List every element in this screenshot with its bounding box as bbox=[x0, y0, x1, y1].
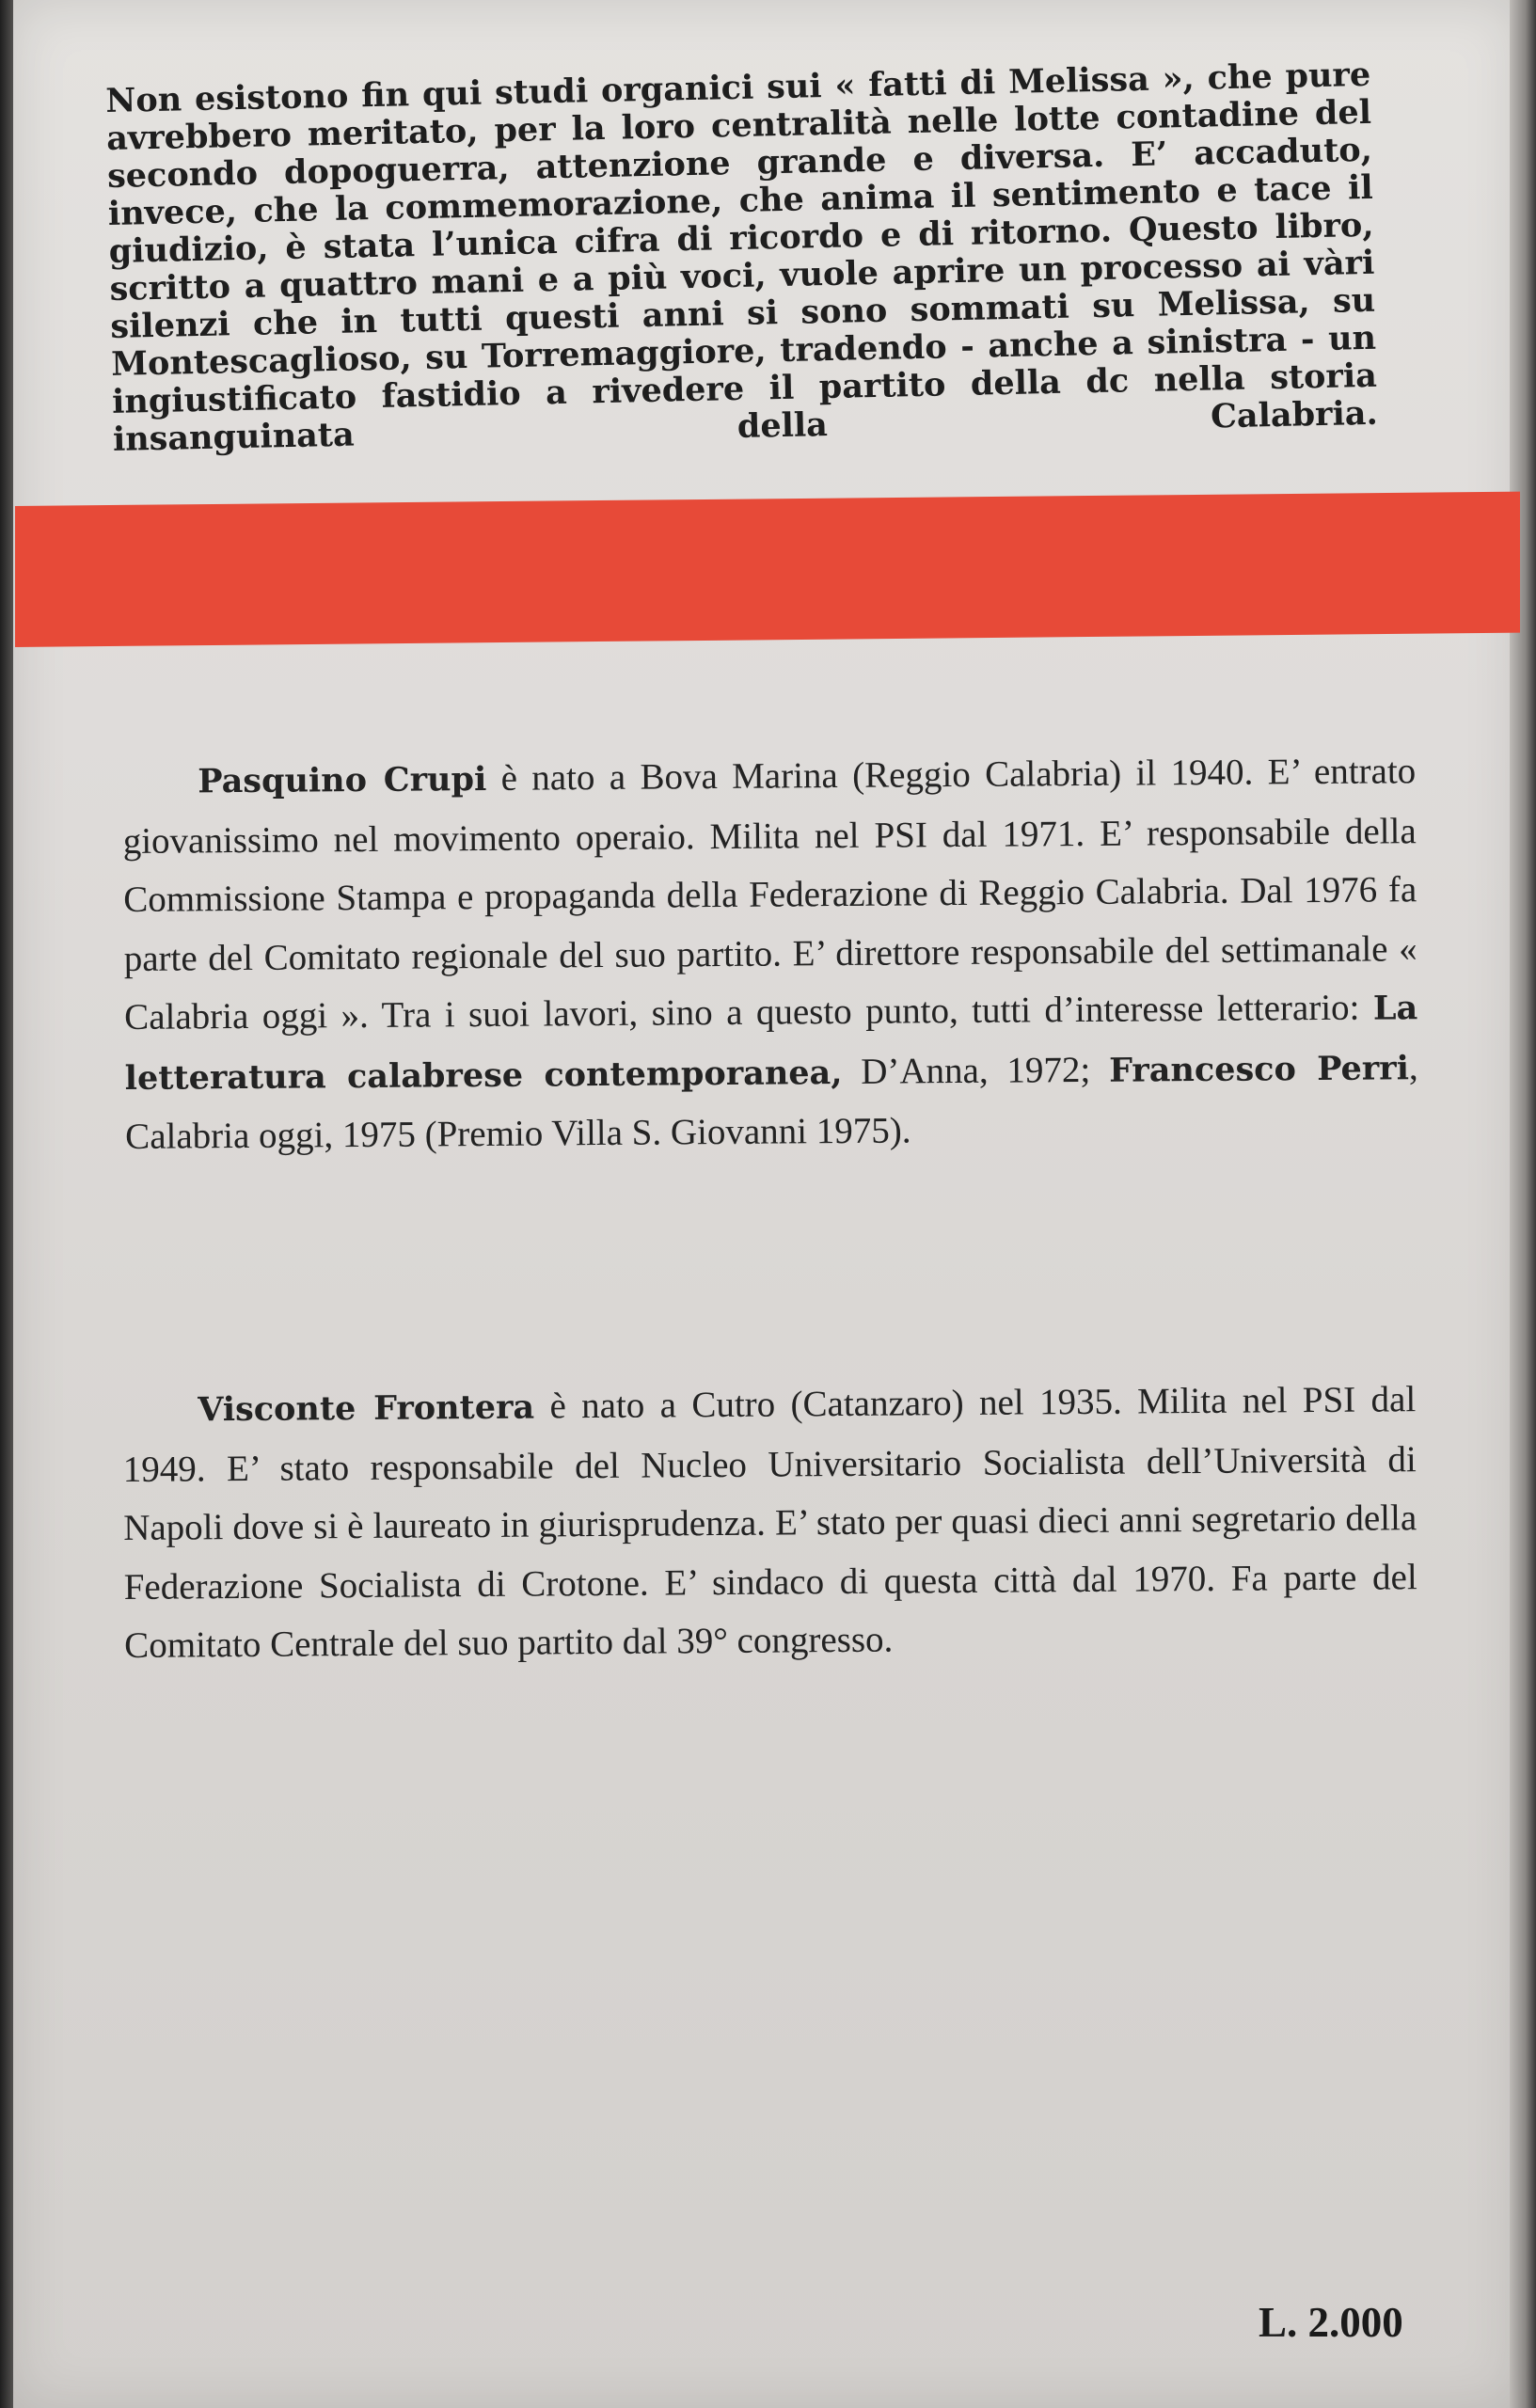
bio-crupi-text-3: , Calabria oggi, 1975 (Premio Villa S. Giovanni 1975). bbox=[125, 1046, 1418, 1157]
cover-right-edge bbox=[1510, 0, 1536, 2408]
bio-crupi-text-2: D’Anna, 1972; bbox=[842, 1049, 1110, 1092]
red-stripe bbox=[15, 492, 1520, 647]
bio-crupi-work-1: La letteratura calabrese contemporanea, bbox=[124, 989, 1418, 1098]
bio-frontera-text-1: è nato a Cutro (Catanzaro) nel 1935. Milita nel PSI dal 1949. E’ stato responsabile del Nucleo Universitario Socialista dell’Università di Napoli dove si è laureato in giurisprudenza. E’ stato per quasi dieci anni segretario della Federazione Socialista di Crotone. E’ sindaco di questa città dal 1970. Fa parte del Comitato Centrale del suo partito dal 39° congresso. bbox=[122, 1379, 1417, 1666]
bio-crupi-text-1: è nato a Bova Marina (Reggio Calabria) il 1940. E’ entrato giovanissimo nel movimento operaio. Milita nel PSI dal 1971. E’ responsabile della Commissione Stampa e propaganda della Federazione di Reggio Calabria. Dal 1976 fa parte del Comitato regionale del suo partito. E’ direttore responsabile del settimanale « Calabria oggi ». Tra i suoi lavori, sino a questo punto, tutti d’interesse letterario: bbox=[122, 751, 1417, 1038]
author-bio-crupi bbox=[122, 742, 1418, 1166]
price-label: L. 2.000 bbox=[1259, 2299, 1403, 2346]
author-name-frontera: Visconte Frontera bbox=[198, 1387, 535, 1430]
book-blurb: Non esistono fin qui studi organici sui « fatti di Melissa », che pure avrebbero meritato, per la loro centralità nelle lotte contadine del secondo dopoguerra, attenzione grande e diversa. E’ accaduto, invece, che la commemorazione, che anima il sentimento e tace il giudizio, è stata l’unica cifra di ricordo e di ritorno. Questo libro, scritto a quattro mani e a più voci, vuole aprire un processo ai vàri silenzi che in tutti questi anni si sono sommati su Melissa, su Montescaglioso, su Torremaggiore, tradendo - anche a sinistra - un ingiustificato fastidio a rivedere il partito della dc nella storia insanguinata della Calabria. bbox=[104, 55, 1379, 459]
bio-crupi-work-2: Francesco Perri bbox=[1108, 1048, 1410, 1090]
author-name-crupi: Pasquino Crupi bbox=[198, 759, 487, 801]
author-bio-frontera bbox=[122, 1370, 1417, 1675]
